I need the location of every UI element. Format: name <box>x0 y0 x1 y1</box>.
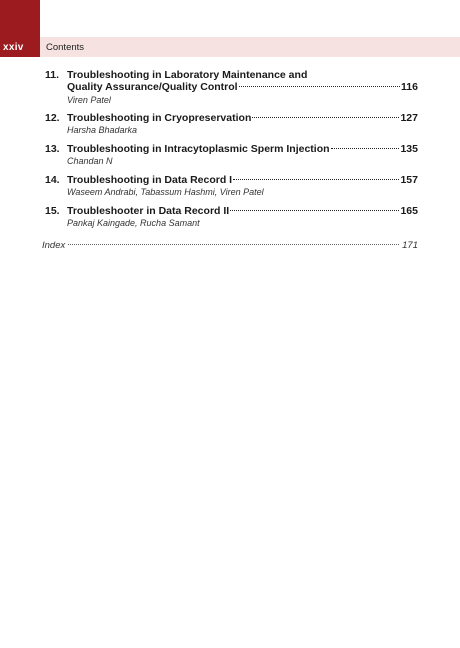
chapter-authors: Waseem Andrabi, Tabassum Hashmi, Viren Patel <box>67 187 264 197</box>
toc-entry-index[interactable] <box>42 240 418 252</box>
dot-leader <box>233 178 399 180</box>
chapter-page: 127 <box>400 112 418 124</box>
chapter-title: Troubleshooting in Cryopreservation <box>67 112 252 124</box>
chapter-number: 11. <box>45 69 60 81</box>
chapter-title-line <box>67 174 418 188</box>
dot-leader <box>239 85 400 87</box>
section-title: Contents <box>46 42 85 53</box>
chapter-authors: Pankaj Kaingade, Rucha Samant <box>67 218 200 228</box>
chapter-page: 165 <box>400 205 418 217</box>
page-number: xxiv <box>3 42 24 53</box>
dot-leader <box>68 243 399 245</box>
chapter-authors: Harsha Bhadarka <box>67 125 138 135</box>
chapter-number: 14. <box>45 174 60 186</box>
chapter-authors: Viren Patel <box>67 95 111 105</box>
chapter-title-line-2 <box>67 81 418 95</box>
chapter-title-line <box>67 205 418 219</box>
chapter-page: 135 <box>400 143 418 155</box>
chapter-title: Troubleshooting in Laboratory Maintenance and <box>67 69 308 81</box>
index-page: 171 <box>402 240 418 251</box>
chapter-title: Troubleshooter in Data Record II <box>67 205 230 217</box>
dot-leader <box>252 116 399 118</box>
chapter-page: 116 <box>401 81 418 93</box>
running-header <box>40 37 460 57</box>
chapter-title-line <box>67 143 418 157</box>
dot-leader <box>230 209 399 211</box>
chapter-number: 15. <box>45 205 60 217</box>
chapter-authors: Chandan N <box>67 156 113 166</box>
chapter-title: Troubleshooting in Intracytoplasmic Sperm Injection <box>67 143 330 155</box>
chapter-number: 12. <box>45 112 60 124</box>
dot-leader <box>331 147 400 149</box>
chapter-title-continued: Quality Assurance/Quality Control <box>67 81 238 93</box>
chapter-number: 13. <box>45 143 60 155</box>
index-label: Index <box>42 240 66 251</box>
chapter-title-line <box>67 112 418 126</box>
chapter-title: Troubleshooting in Data Record I <box>67 174 233 186</box>
chapter-page: 157 <box>400 174 418 186</box>
